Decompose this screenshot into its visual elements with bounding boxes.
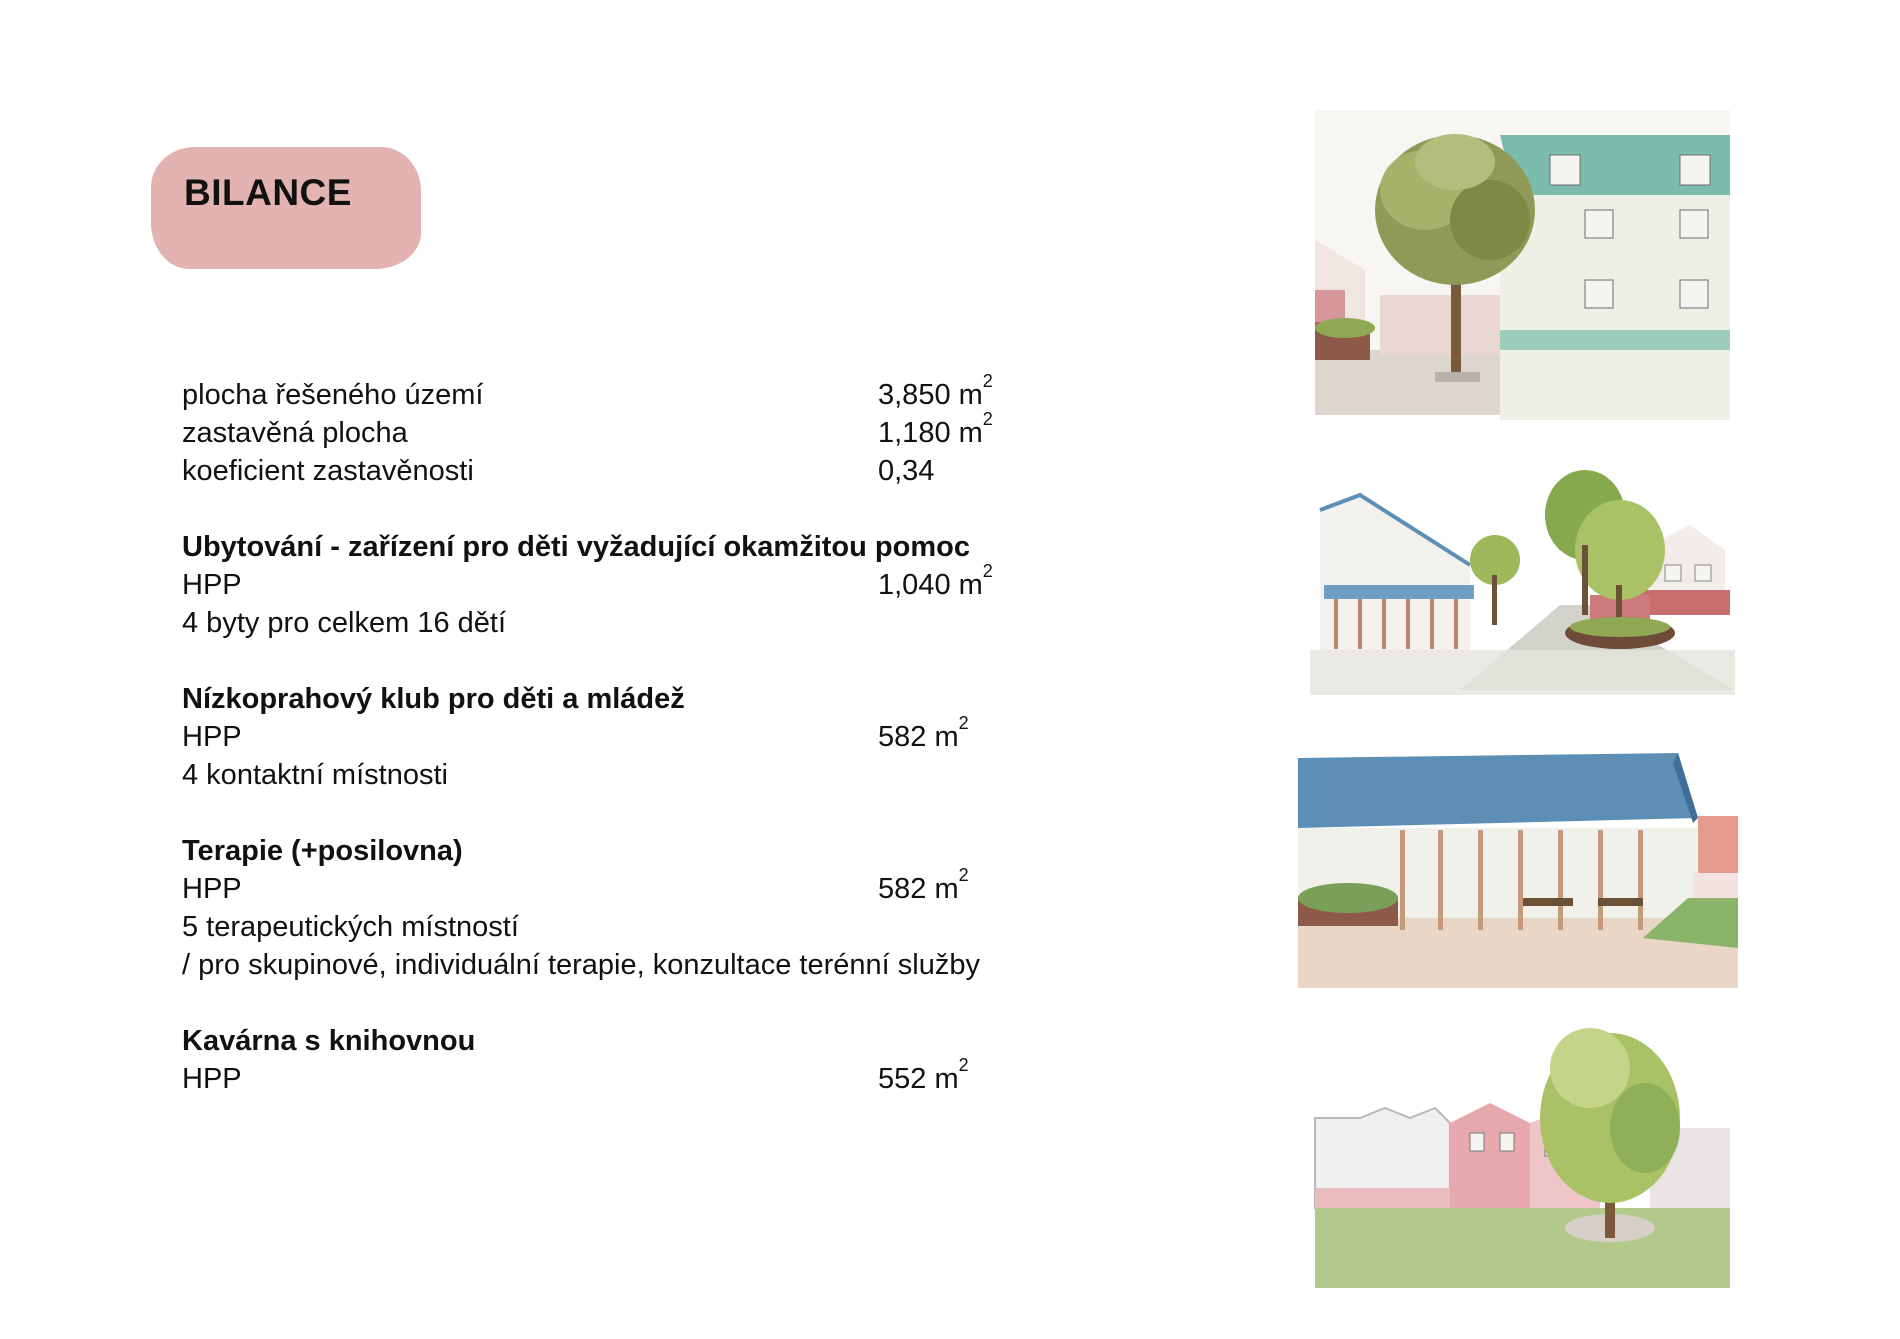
section-note: / pro skupinové, individuální terapie, konzultace terénní služby (182, 949, 980, 981)
hpp-value: 582 $m^2$ (878, 865, 969, 905)
bilance-table (182, 371, 1082, 1098)
hpp-row (182, 713, 1082, 756)
site-row (182, 452, 1082, 490)
illustration-cafe (1310, 1008, 1735, 1296)
row-value: 0,34 (878, 455, 935, 487)
page-title: BILANCE (184, 172, 352, 213)
hpp-label: HPP (182, 1063, 242, 1095)
section-heading: Terapie (+posilovna) (182, 835, 463, 867)
section-heading: Nízkoprahový klub pro děti a mládež (182, 683, 685, 715)
row-label: plocha řešeného území (182, 379, 484, 411)
hpp-label: HPP (182, 569, 242, 601)
hpp-value: 582 $m^2$ (878, 713, 969, 753)
hpp-value: 1,040 $m^2$ (878, 561, 993, 601)
row-value: 3,850 $m^2$ (878, 371, 993, 411)
row-value: 1,180 $m^2$ (878, 409, 993, 449)
site-row (182, 409, 1082, 452)
illustration-pavilion (1298, 748, 1738, 988)
illustration-housing (1310, 100, 1735, 420)
section-note: 4 byty pro celkem 16 dětí (182, 607, 506, 639)
hpp-label: HPP (182, 873, 242, 905)
row-label: zastavěná plocha (182, 417, 408, 449)
hpp-label: HPP (182, 721, 242, 753)
site-row (182, 371, 1082, 414)
hpp-row (182, 865, 1082, 908)
hpp-value: 552 $m^2$ (878, 1055, 969, 1095)
section-heading: Ubytování - zařízení pro děti vyžadující okamžitou pomoc (182, 531, 970, 563)
section-heading: Kavárna s knihovnou (182, 1025, 476, 1057)
illustration-street (1310, 455, 1735, 700)
hpp-row (182, 561, 1082, 604)
hpp-row (182, 1055, 1082, 1098)
section-note: 5 terapeutických místností (182, 911, 519, 943)
section-note: 4 kontaktní místnosti (182, 759, 448, 791)
row-label: koeficient zastavěnosti (182, 455, 474, 487)
